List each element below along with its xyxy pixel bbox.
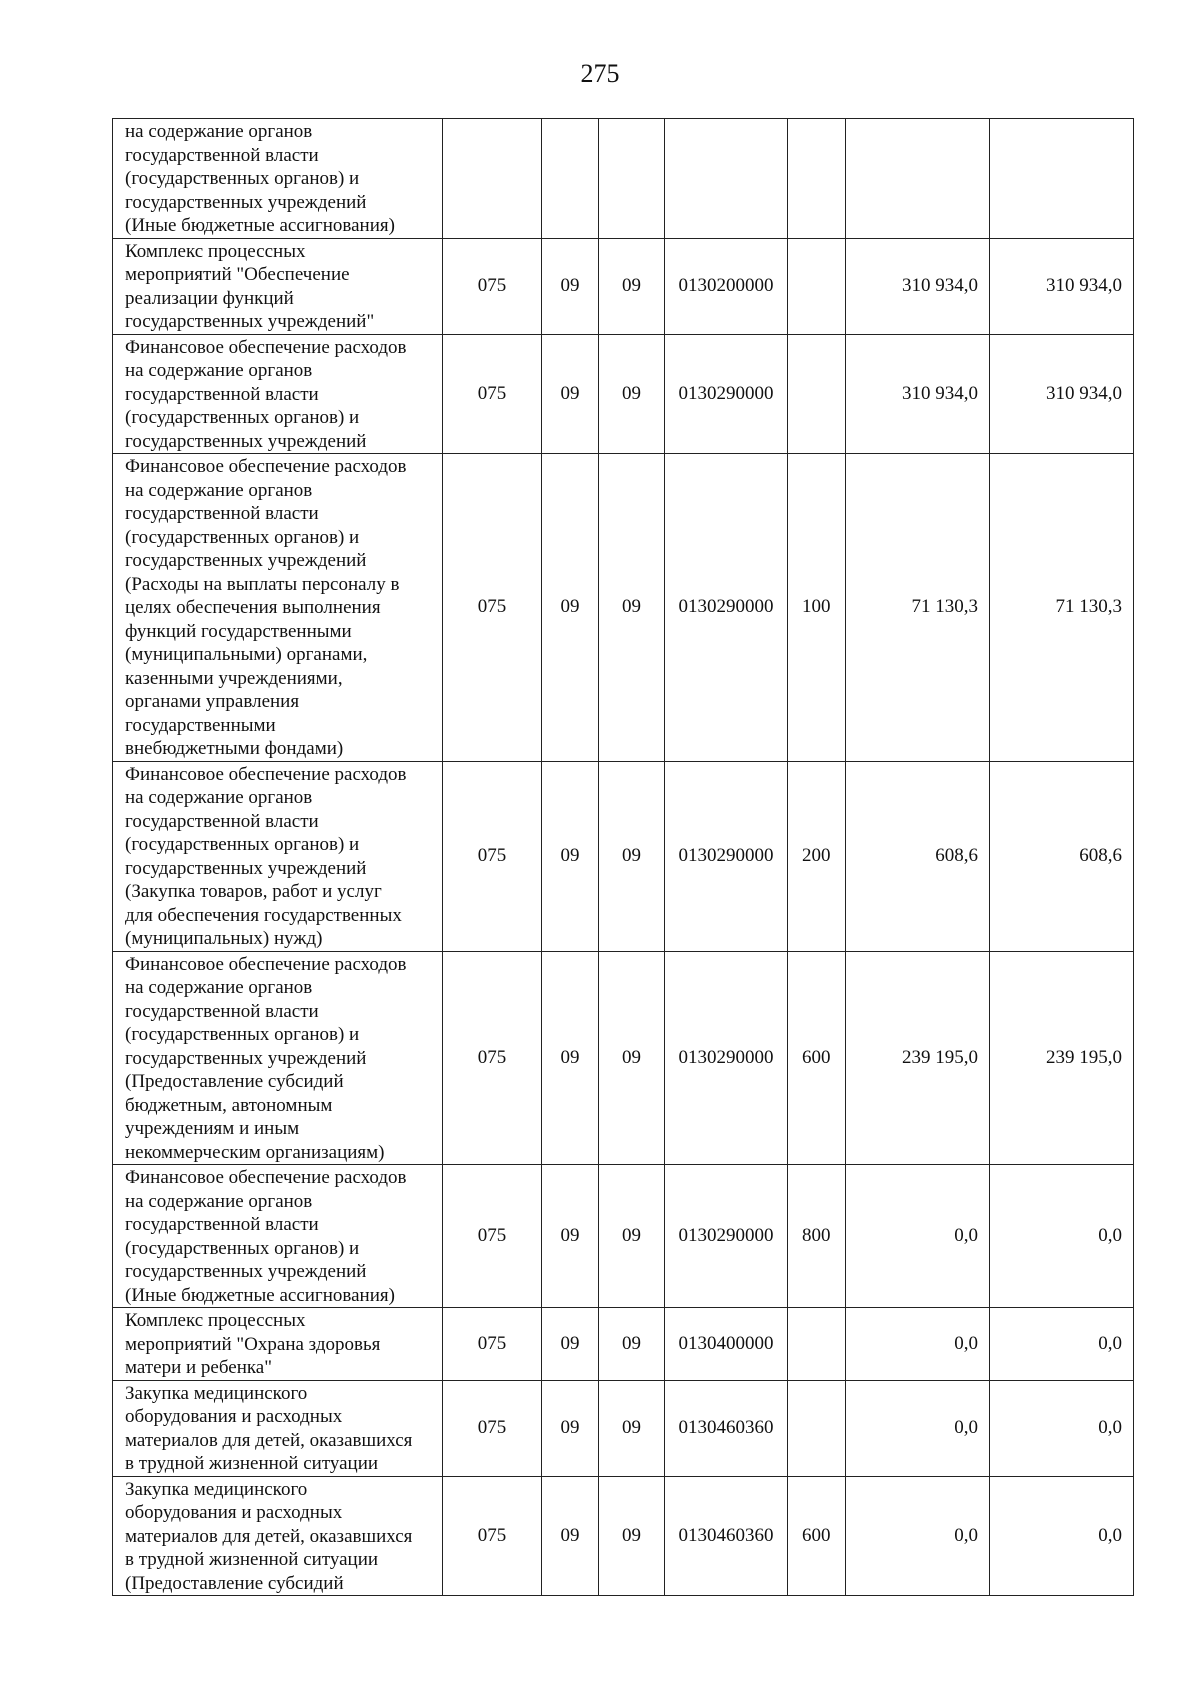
expense-type-cell: [788, 119, 846, 239]
expense-type-cell: 100: [788, 454, 846, 762]
grbs-cell: 075: [443, 1380, 542, 1476]
expense-type-cell: [788, 1380, 846, 1476]
target-article-cell: 0130290000: [665, 761, 788, 951]
row-description: Финансовое обеспечение расходов на содержание органов государственной власти (государственных органов) и государственных учреждений (Предоставление субсидий бюджетным, автономным учреждениям и иным некоммерческим организациям): [113, 951, 443, 1165]
subsection-cell: [599, 119, 665, 239]
subsection-cell: 09: [599, 1380, 665, 1476]
amount-2-cell: 0,0: [990, 1380, 1134, 1476]
section-cell: 09: [542, 454, 599, 762]
budget-table: [112, 118, 1134, 1596]
row-description: Комплекс процессных мероприятий "Обеспечение реализации функций государственных учреждений": [113, 238, 443, 334]
row-description: Закупка медицинского оборудования и расходных материалов для детей, оказавшихся в трудной жизненной ситуации: [113, 1380, 443, 1476]
amount-2-cell: 239 195,0: [990, 951, 1134, 1165]
grbs-cell: 075: [443, 454, 542, 762]
target-article-cell: 0130290000: [665, 951, 788, 1165]
expense-type-cell: [788, 238, 846, 334]
subsection-cell: 09: [599, 238, 665, 334]
amount-1-cell: 0,0: [846, 1308, 990, 1381]
amount-2-cell: 310 934,0: [990, 334, 1134, 454]
grbs-cell: 075: [443, 1308, 542, 1381]
subsection-cell: 09: [599, 761, 665, 951]
expense-type-cell: [788, 334, 846, 454]
expense-type-cell: 800: [788, 1165, 846, 1308]
row-description: Финансовое обеспечение расходов на содержание органов государственной власти (государственных органов) и государственных учреждений (Расходы на выплаты персоналу в целях обеспечения выполнения функций государственными (муниципальными) органами, казенными учреждениями, органами управления государственными внебюджетными фондами): [113, 454, 443, 762]
grbs-cell: 075: [443, 238, 542, 334]
grbs-cell: 075: [443, 951, 542, 1165]
grbs-cell: 075: [443, 761, 542, 951]
amount-1-cell: 0,0: [846, 1380, 990, 1476]
table-row: [113, 761, 1134, 951]
grbs-cell: 075: [443, 334, 542, 454]
subsection-cell: 09: [599, 951, 665, 1165]
amount-2-cell: 0,0: [990, 1476, 1134, 1596]
amount-1-cell: 310 934,0: [846, 334, 990, 454]
target-article-cell: 0130290000: [665, 1165, 788, 1308]
amount-2-cell: [990, 119, 1134, 239]
expense-type-cell: 600: [788, 951, 846, 1165]
row-description: Комплекс процессных мероприятий "Охрана здоровья матери и ребенка": [113, 1308, 443, 1381]
table-row: [113, 454, 1134, 762]
amount-1-cell: 239 195,0: [846, 951, 990, 1165]
amount-1-cell: [846, 119, 990, 239]
table-row: [113, 334, 1134, 454]
section-cell: 09: [542, 1380, 599, 1476]
amount-2-cell: 310 934,0: [990, 238, 1134, 334]
table-row: [113, 1308, 1134, 1381]
target-article-cell: 0130290000: [665, 454, 788, 762]
table-row: [113, 1380, 1134, 1476]
amount-1-cell: 608,6: [846, 761, 990, 951]
page-number: 275: [580, 59, 620, 88]
table-row: [113, 951, 1134, 1165]
amount-1-cell: 0,0: [846, 1165, 990, 1308]
table-row: [113, 119, 1134, 239]
target-article-cell: 0130460360: [665, 1380, 788, 1476]
amount-2-cell: 608,6: [990, 761, 1134, 951]
subsection-cell: 09: [599, 1308, 665, 1381]
section-cell: 09: [542, 334, 599, 454]
grbs-cell: 075: [443, 1165, 542, 1308]
target-article-cell: 0130400000: [665, 1308, 788, 1381]
section-cell: 09: [542, 1476, 599, 1596]
section-cell: 09: [542, 761, 599, 951]
amount-1-cell: 71 130,3: [846, 454, 990, 762]
section-cell: 09: [542, 1165, 599, 1308]
table-row: [113, 1476, 1134, 1596]
subsection-cell: 09: [599, 1476, 665, 1596]
target-article-cell: 0130290000: [665, 334, 788, 454]
expense-type-cell: 600: [788, 1476, 846, 1596]
subsection-cell: 09: [599, 1165, 665, 1308]
section-cell: 09: [542, 951, 599, 1165]
amount-2-cell: 0,0: [990, 1165, 1134, 1308]
section-cell: [542, 119, 599, 239]
amount-2-cell: 0,0: [990, 1308, 1134, 1381]
row-description: Финансовое обеспечение расходов на содержание органов государственной власти (государственных органов) и государственных учреждений: [113, 334, 443, 454]
row-description: Закупка медицинского оборудования и расходных материалов для детей, оказавшихся в трудной жизненной ситуации (Предоставление субсидий: [113, 1476, 443, 1596]
row-description: Финансовое обеспечение расходов на содержание органов государственной власти (государственных органов) и государственных учреждений (Закупка товаров, работ и услуг для обеспечения государственных (муниципальных) нужд): [113, 761, 443, 951]
section-cell: 09: [542, 238, 599, 334]
amount-1-cell: 0,0: [846, 1476, 990, 1596]
target-article-cell: [665, 119, 788, 239]
table-row: [113, 238, 1134, 334]
target-article-cell: 0130460360: [665, 1476, 788, 1596]
expense-type-cell: 200: [788, 761, 846, 951]
amount-2-cell: 71 130,3: [990, 454, 1134, 762]
target-article-cell: 0130200000: [665, 238, 788, 334]
expense-type-cell: [788, 1308, 846, 1381]
row-description: на содержание органов государственной власти (государственных органов) и государственных учреждений (Иные бюджетные ассигнования): [113, 119, 443, 239]
table-row: [113, 1165, 1134, 1308]
amount-1-cell: 310 934,0: [846, 238, 990, 334]
grbs-cell: [443, 119, 542, 239]
subsection-cell: 09: [599, 334, 665, 454]
subsection-cell: 09: [599, 454, 665, 762]
grbs-cell: 075: [443, 1476, 542, 1596]
row-description: Финансовое обеспечение расходов на содержание органов государственной власти (государственных органов) и государственных учреждений (Иные бюджетные ассигнования): [113, 1165, 443, 1308]
section-cell: 09: [542, 1308, 599, 1381]
